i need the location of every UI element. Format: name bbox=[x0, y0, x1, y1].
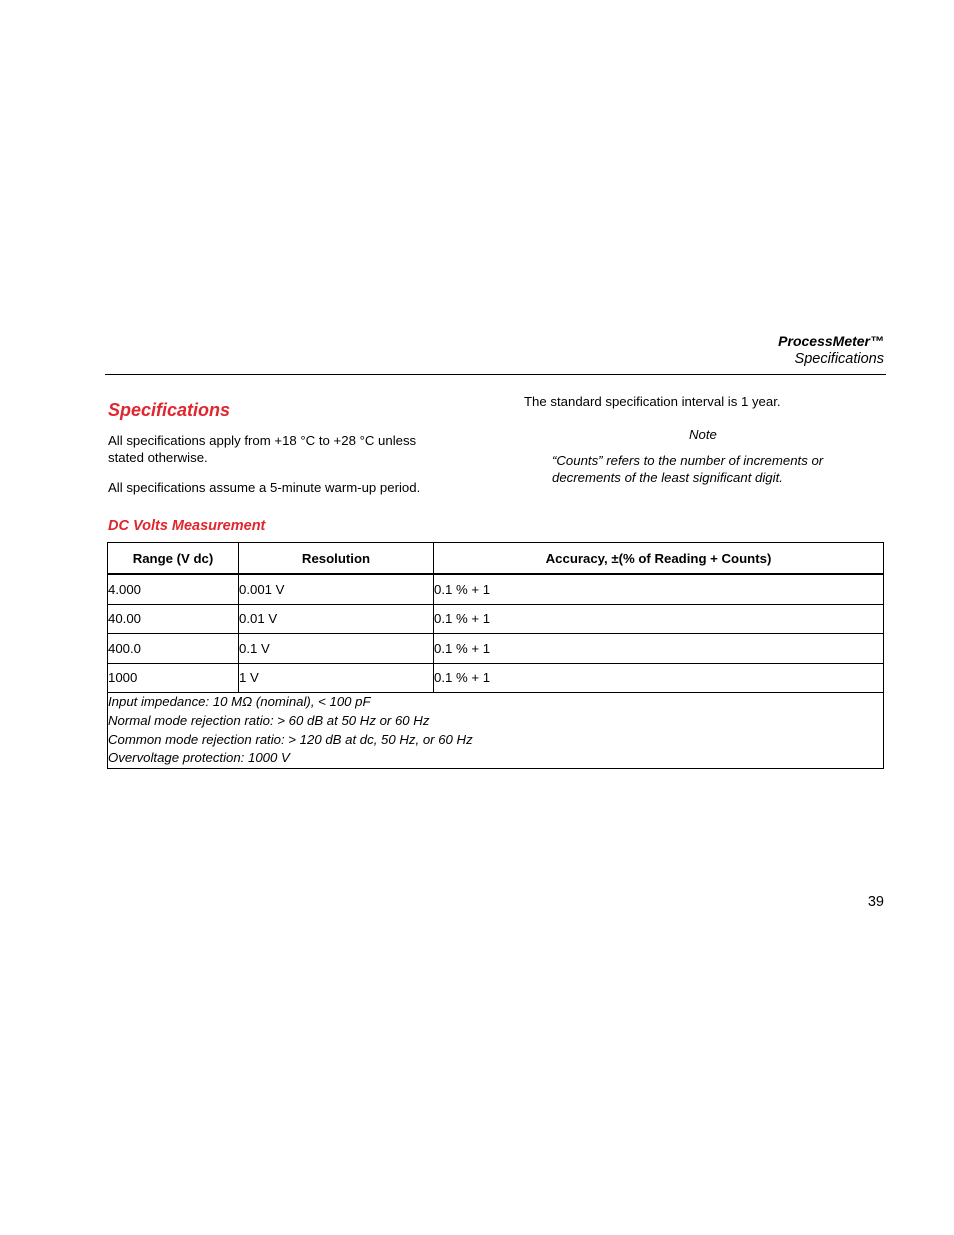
cell-accuracy: 0.1 % + 1 bbox=[434, 574, 884, 604]
dc-volts-title: DC Volts Measurement bbox=[108, 518, 266, 534]
cell-accuracy: 0.1 % + 1 bbox=[434, 663, 884, 693]
note-normal-mode: Normal mode rejection ratio: > 60 dB at 50 Hz or 60 Hz bbox=[108, 712, 430, 728]
paragraph-temperature: All specifications apply from +18 °C to +28 °C unless stated otherwise. bbox=[108, 433, 417, 465]
note-overvoltage: Overvoltage protection: 1000 V bbox=[108, 750, 290, 766]
note-common-mode: Common mode rejection ratio: > 120 dB at dc, 50 Hz, or 60 Hz bbox=[108, 731, 473, 747]
paragraph-warmup: All specifications assume a 5-minute warm-up period. bbox=[108, 480, 421, 495]
header-resolution: Resolution bbox=[239, 543, 434, 575]
header-divider bbox=[105, 374, 886, 375]
dc-volts-table bbox=[107, 542, 884, 769]
page-number: 39 bbox=[867, 894, 884, 910]
cell-resolution: 0.01 V bbox=[239, 604, 434, 634]
cell-accuracy: 0.1 % + 1 bbox=[434, 604, 884, 634]
table-notes-row bbox=[108, 693, 884, 769]
header-subtitle: Specifications bbox=[794, 351, 884, 367]
cell-range: 4.000 bbox=[108, 574, 239, 604]
section-title: Specifications bbox=[108, 400, 231, 420]
note-label: Note bbox=[689, 427, 717, 442]
table-row bbox=[108, 604, 884, 634]
table-row bbox=[108, 574, 884, 604]
table-row bbox=[108, 663, 884, 693]
cell-accuracy: 0.1 % + 1 bbox=[434, 634, 884, 664]
cell-range: 1000 bbox=[108, 663, 239, 693]
cell-resolution: 1 V bbox=[239, 663, 434, 693]
interval-text: The standard specification interval is 1 year. bbox=[524, 394, 781, 409]
note-text: “Counts” refers to the number of increments or decrements of the least significant digit. bbox=[552, 453, 824, 485]
header-accuracy: Accuracy, ±(% of Reading + Counts) bbox=[434, 543, 884, 575]
cell-resolution: 0.1 V bbox=[239, 634, 434, 664]
cell-resolution: 0.001 V bbox=[239, 574, 434, 604]
cell-range: 40.00 bbox=[108, 604, 239, 634]
header-title: ProcessMeter™ bbox=[778, 333, 884, 349]
note-input-impedance: Input impedance: 10 MΩ (nominal), < 100 pF bbox=[108, 694, 371, 709]
table-row bbox=[108, 634, 884, 664]
table-notes bbox=[108, 693, 884, 769]
header-range: Range (V dc) bbox=[108, 543, 239, 575]
cell-range: 400.0 bbox=[108, 634, 239, 664]
table-header-row bbox=[108, 543, 884, 575]
